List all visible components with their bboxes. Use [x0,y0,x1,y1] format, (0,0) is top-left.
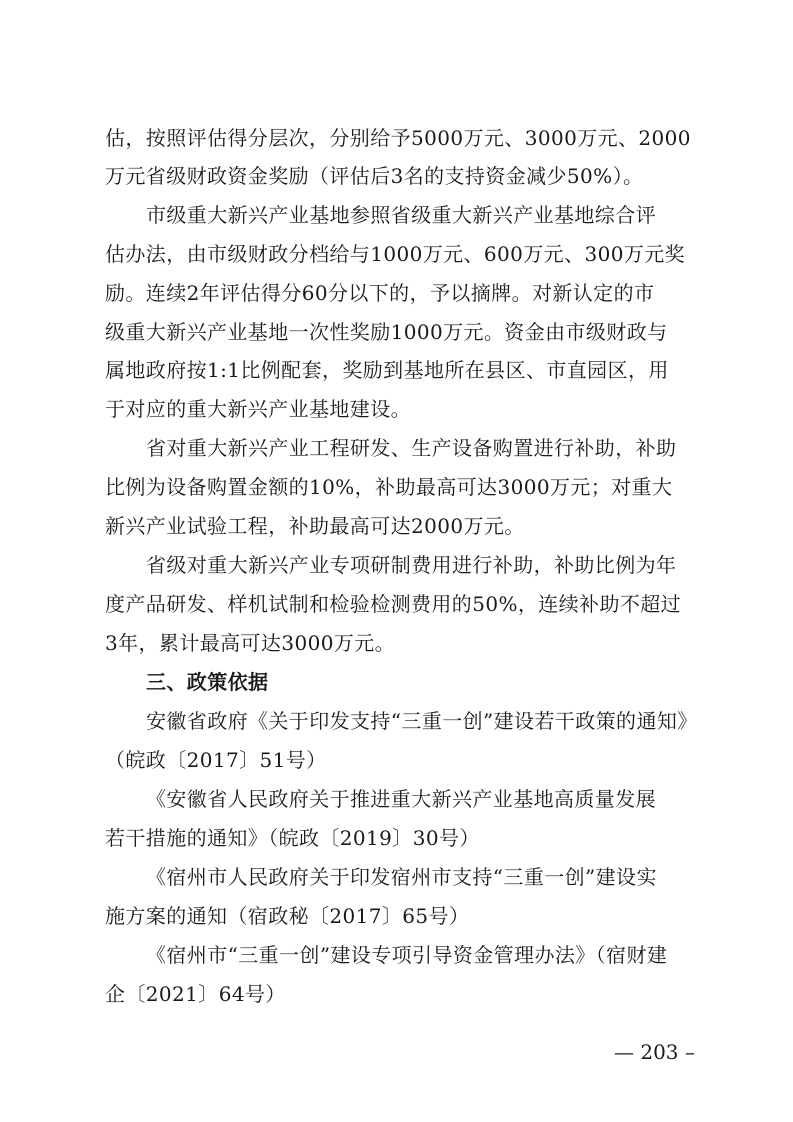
text-line: 《宿州市“三重一创”建设专项引导资金管理办法》（宿财建 [146,943,668,967]
text-line: 度产品研发、样机试制和检验检测费用的50%，连续补助不超过 [105,592,682,616]
text-line: 励。连续2年评估得分60分以下的，予以摘牌。对新认定的市 [105,281,655,305]
text-line: 级重大新兴产业基地一次性奖励1000万元。资金由市级财政与 [105,320,668,344]
text-line: （皖政〔2017〕51号） [105,748,327,772]
text-line: 估办法，由市级财政分档给与1000万元、600万元、300万元奖 [105,242,686,266]
text-line: 估，按照评估得分层次，分别给予5000万元、3000万元、2000 [105,126,691,150]
text-line: 比例为设备购置金额的10%，补助最高可达3000万元；对重大 [105,475,673,499]
text-line: 万元省级财政资金奖励（评估后3名的支持资金减少50%）。 [105,164,644,188]
text-line: 属地政府按1:1比例配套，奖励到基地所在县区、市直园区，用 [105,358,669,382]
text-line: 企〔2021〕64号） [105,982,286,1006]
page-number: — 203 – [614,1040,695,1064]
section-heading: 三、政策依据 [146,670,269,694]
text-line: 市级重大新兴产业基地参照省级重大新兴产业基地综合评 [146,203,656,227]
text-line: 《宿州市人民政府关于印发宿州市支持“三重一创”建设实 [146,865,657,889]
text-line: 3年，累计最高可达3000万元。 [105,631,396,655]
text-line: 于对应的重大新兴产业基地建设。 [105,397,411,421]
text-line: 《安徽省人民政府关于推进重大新兴产业基地高质量发展 [146,787,656,811]
text-line: 施方案的通知（宿政秘〔2017〕65号） [105,904,470,928]
text-line: 若干措施的通知》（皖政〔2019〕30号） [105,826,480,850]
text-line: 安徽省政府《关于印发支持“三重一创”建设若干政策的通知》 [146,709,698,733]
text-line: 新兴产业试验工程，补助最高可达2000万元。 [105,514,525,538]
text-line: 省对重大新兴产业工程研发、生产设备购置进行补助，补助 [146,436,677,460]
text-line: 省级对重大新兴产业专项研制费用进行补助，补助比例为年 [146,553,677,577]
